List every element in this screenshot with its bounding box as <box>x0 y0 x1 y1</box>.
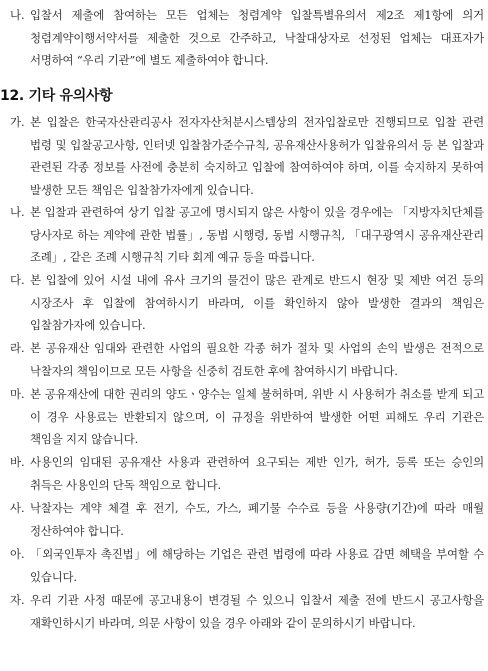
item-marker: 마. <box>10 387 25 401</box>
item-text: 본 공유재산에 대한 권리의 양도ㆍ양수는 일체 불허하며, 위반 시 사용허가 취소를 받게 되고 이 경우 사용료는 반환되지 않으며, 이 규정을 위반하여 발생한 어떤 피해도 우리 기관은 책임을 지지 않습니다. <box>30 387 484 447</box>
intro-paragraph <box>10 4 484 72</box>
item-text: 본 공유재산 임대와 관련한 사업의 필요한 각종 허가 절차 및 사업의 손익 발생은 전적으로 낙찰자의 책임이므로 모든 사항을 신중히 검토한 후에 참여하시기 바랍니다. <box>30 341 484 378</box>
list-item-ba <box>10 451 484 496</box>
intro-marker: 나. <box>10 8 25 22</box>
item-text: 「외국인투자 촉진법」에 해당하는 기업은 관련 법령에 따라 사용료 감면 혜택을 부여할 수 있습니다. <box>30 547 484 584</box>
item-text: 본 입찰과 관련하여 상기 입찰 공고에 명시되지 않은 사항이 있을 경우에는 「지방자치단체를 당사자로 하는 계약에 관한 법률」, 동법 시행령, 동법 시행규칙, 「대구광역시 공유재산관리 조례」, 같은 조례 시행규칙 기타 회계 예규 등을 따릅니다. <box>30 205 484 265</box>
item-marker: 다. <box>10 273 25 287</box>
item-text: 사용인의 임대된 공유재산 사용과 관련하여 요구되는 제반 인가, 허가, 등록 또는 승인의 취득은 사용인의 단독 책임으로 합니다. <box>30 455 484 492</box>
item-text: 본 입찰에 있어 시설 내에 유사 크기의 물건이 많은 관계로 반드시 현장 및 제반 여건 등의 시장조사 후 입찰에 참여하시기 바라며, 이를 확인하지 않아 발생한 결과의 책임은 입찰참가자에 있습니다. <box>30 273 484 333</box>
item-marker: 바. <box>10 455 25 469</box>
section-heading: 12. 기타 유의사항 <box>0 88 113 104</box>
list-item-ma <box>10 383 484 451</box>
list-item-na <box>10 201 484 269</box>
item-marker: 나. <box>10 205 25 219</box>
list-item-ga <box>10 111 484 201</box>
item-marker: 사. <box>10 501 25 515</box>
list-item-ja <box>10 589 484 634</box>
item-marker: 가. <box>10 115 25 129</box>
item-marker: 라. <box>10 341 25 355</box>
item-text: 우리 기관 사정 때문에 공고내용이 변경될 수 있으니 입찰서 제출 전에 반드시 공고사항을 재확인하시기 바라며, 의문 사항이 있을 경우 아래와 같이 문의하시기 바랍니다. <box>30 593 484 630</box>
item-marker: 아. <box>10 547 25 561</box>
list-item-da <box>10 269 484 337</box>
list-item-a <box>10 543 484 588</box>
item-marker: 자. <box>10 593 25 607</box>
item-text: 본 입찰은 한국자산관리공사 전자자산처분시스템상의 전자입찰로만 진행되므로 입찰 관련 법령 및 입찰공고사항, 인터넷 입찰참가준수규칙, 공유재산사용허가 입찰유의서 등 본 입찰과 관련된 각종 정보를 사전에 충분히 숙지하고 입찰에 참여하여야 하며, 이를 숙지하지 못하여 발생한 모든 책임은 입찰참가자에게 있습니다. <box>30 115 484 197</box>
list-item-ra <box>10 337 484 382</box>
intro-text: 입찰서 제출에 참여하는 모든 업체는 청렴계약 입찰특별유의서 제2조 제1항에 의거 청렴계약이행서약서를 제출한 것으로 간주하고, 낙찰대상자로 선정된 업체는 대표자가 서명하여 “우리 기관”에 별도 제출하여야 합니다. <box>30 8 484 68</box>
item-text: 낙찰자는 계약 체결 후 전기, 수도, 가스, 폐기물 수수료 등을 사용량(기간)에 따라 매월 정산하여야 합니다. <box>30 501 484 538</box>
list-item-sa <box>10 497 484 542</box>
